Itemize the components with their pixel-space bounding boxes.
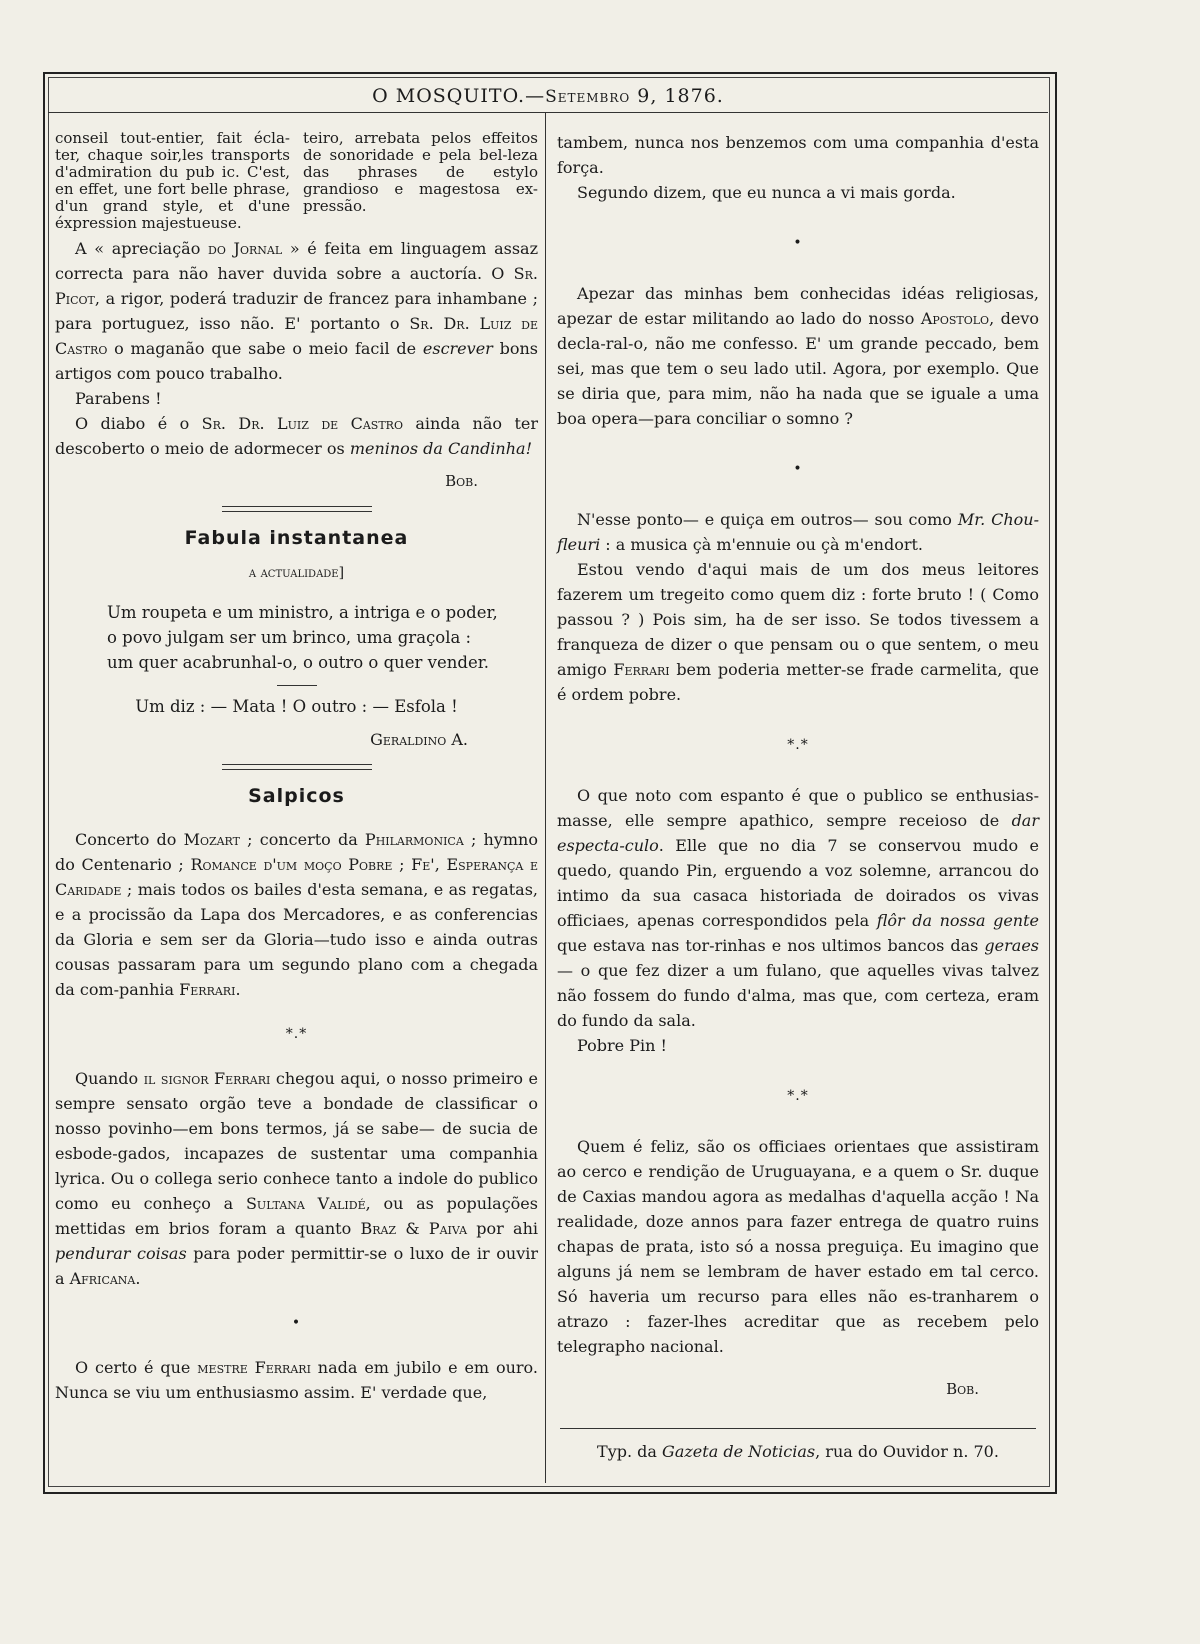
- paper-name: O MOSQUITO: [372, 85, 519, 107]
- paragraph: tambem, nunca nos benzemos com uma companhia d'esta força.: [557, 133, 1039, 177]
- ornament: *.*: [285, 1026, 308, 1042]
- left-column: [55, 130, 538, 1405]
- ornament: *.*: [787, 1088, 809, 1104]
- ornament: *.*: [787, 737, 809, 753]
- column-divider: [545, 113, 546, 1483]
- verse-divider: [277, 685, 317, 686]
- section-divider: [222, 506, 372, 512]
- paragraph: Quando il signor Ferrari chegou aqui, o nosso primeiro e sempre sensato orgão teve a bondade de classificar o nosso povinho—em bons termos, já se sabe— de sucia de esbode-gados, incapazes de sustentar uma companhia lyrica. Ou o collega serio conhece tanto a indole do publico como eu conheço a Sultana Validé, ou as populações mettidas em brios foram a quanto Braz & Paiva por ahi pendurar coisas para poder permittir-se o luxo de ir ouvir a Africana.: [55, 1069, 539, 1288]
- verse-line: Um roupeta e um ministro, a intriga e o poder,: [107, 603, 498, 622]
- ornament: •: [291, 1315, 302, 1331]
- paragraph: N'esse ponto— e quiça em outros— sou como Mr. Chou-fleuri : a musica çà m'ennuie ou çà m'endort.: [557, 510, 1039, 554]
- paragraph: O que noto com espanto é que o publico se enthusias-masse, elle sempre apathico, sempre receioso de dar especta-culo. Elle que no dia 7 se conservou mudo e quedo, quando Pin, erguendo a voz solemne, arrancou do intimo da sua casaca historiada de doirados os vivas officiaes, apenas correspondidos pela flôr da nossa gente que estava nas tor-rinhas e nos ultimos bancos das geraes— o que fez dizer a um fulano, que aquelles vivas talvez não fossem do fundo d'alma, mas que, com certeza, eram do fundo da sala.: [557, 786, 1039, 1030]
- printer-imprint: Typ. da Gazeta de Noticias, rua do Ouvidor n. 70.: [597, 1442, 999, 1461]
- header-month: Setembro: [545, 87, 631, 107]
- french-quote: conseil tout-entier, fait écla-ter, chaque soir,les transports d'admiration du pub ic. C'est, en effet, une fort belle phrase, d'un grand style, et d'une éxpression majestueuse.: [55, 129, 290, 232]
- signature: Bob.: [445, 472, 478, 490]
- ornament: •: [793, 235, 803, 251]
- paragraph: O diabo é o Sr. Dr. Luiz de Castro ainda não ter descoberto o meio de adormecer os meninos da Candinha!: [55, 414, 538, 458]
- section-subtitle: a actualidade]: [248, 565, 345, 581]
- verse-line: Um diz : — Mata ! O outro : — Esfola !: [135, 697, 458, 716]
- paragraph: Estou vendo d'aqui mais de um dos meus leitores fazerem um tregeito como quem diz : forte bruto ! ( Como passou ? ) Pois sim, ha de ser isso. Se todos tivessem a franqueza de dizer o que pensam ou o que sentem, o meu amigo Ferrari bem poderia metter-se frade carmelita, que é ordem pobre.: [557, 560, 1040, 704]
- ornament: •: [793, 461, 803, 477]
- section-title: Fabula instantanea: [184, 527, 409, 549]
- paragraph: O certo é que mestre Ferrari nada em jubilo e em ouro. Nunca se viu um enthusiasmo assim. E' verdade que,: [55, 1358, 538, 1402]
- paragraph: A « apreciação do Jornal » é feita em linguagem assaz correcta para não haver duvida sobre a auctoría. O Sr. Picot, a rigor, poderá traduzir de francez para inhambane ; para portuguez, isso não. E' portanto o Sr. Dr. Luiz de Castro o maganão que sabe o meio facil de escrever bons artigos com pouco trabalho.: [55, 239, 539, 383]
- page-header: [48, 80, 1048, 113]
- header-date: 9, 1876.: [630, 85, 724, 107]
- bilingual-quote: [55, 130, 538, 232]
- portuguese-quote: teiro, arrebata pelos effeitos de sonoridade e pela bel-leza das phrases de estylo grandioso e magestosa ex-pressão.: [303, 129, 538, 215]
- paragraph: Pobre Pin !: [577, 1036, 667, 1055]
- paragraph: Segundo dizem, que eu nunca a vi mais gorda.: [577, 183, 956, 202]
- signature: Bob.: [946, 1380, 979, 1398]
- paragraph: Quem é feliz, são os officiaes orientaes que assistiram ao cerco e rendição de Uruguayana, e a quem o Sr. duque de Caxias mandou agora as medalhas d'aquella acção ! Na realidade, doze annos para fazer entrega de quatro ruins chapas de prata, isto só a nossa preguiça. Eu imagino que alguns já nem se lembram de haver estado em tal cerco. Só haveria um recurso para elles não es-tranharem o atrazo : fazer-lhes acreditar que as recebem pelo telegrapho nacional.: [557, 1137, 1039, 1356]
- signature: Geraldino A.: [370, 730, 468, 749]
- verse-line: o povo julgam ser um brinco, uma graçola :: [107, 628, 472, 647]
- verse-line: um quer acabrunhal-o, o outro o quer vender.: [107, 653, 490, 672]
- section-title: Salpicos: [248, 785, 345, 807]
- paragraph: Concerto do Mozart ; concerto da Philarmonica ; hymno do Centenario ; Romance d'um moço Pobre ; Fe', Esperança e Caridade ; mais todos os bailes d'esta semana, e as regatas, e a procissão da Lapa dos Mercadores, e as conferencias da Gloria e sem ser da Gloria—tudo isso e ainda outras cousas passaram para um segundo plano com a chegada da com-panhia Ferrari.: [55, 830, 539, 999]
- right-column: [557, 130, 1039, 1410]
- paragraph: Parabens !: [75, 389, 162, 408]
- paragraph: Apezar das minhas bem conhecidas idéas religiosas, apezar de estar militando ao lado do nosso Apostolo, devo decla-ral-o, não me confesso. E' um grande peccado, bem sei, mas que tem o seu lado util. Agora, por exemplo. Que se diria que, para mim, não ha nada que se iguale a uma boa opera—para conciliar o somno ?: [557, 284, 1039, 428]
- section-divider: [222, 764, 372, 770]
- header-separator: .—: [518, 85, 546, 107]
- imprint-divider: [560, 1428, 1036, 1429]
